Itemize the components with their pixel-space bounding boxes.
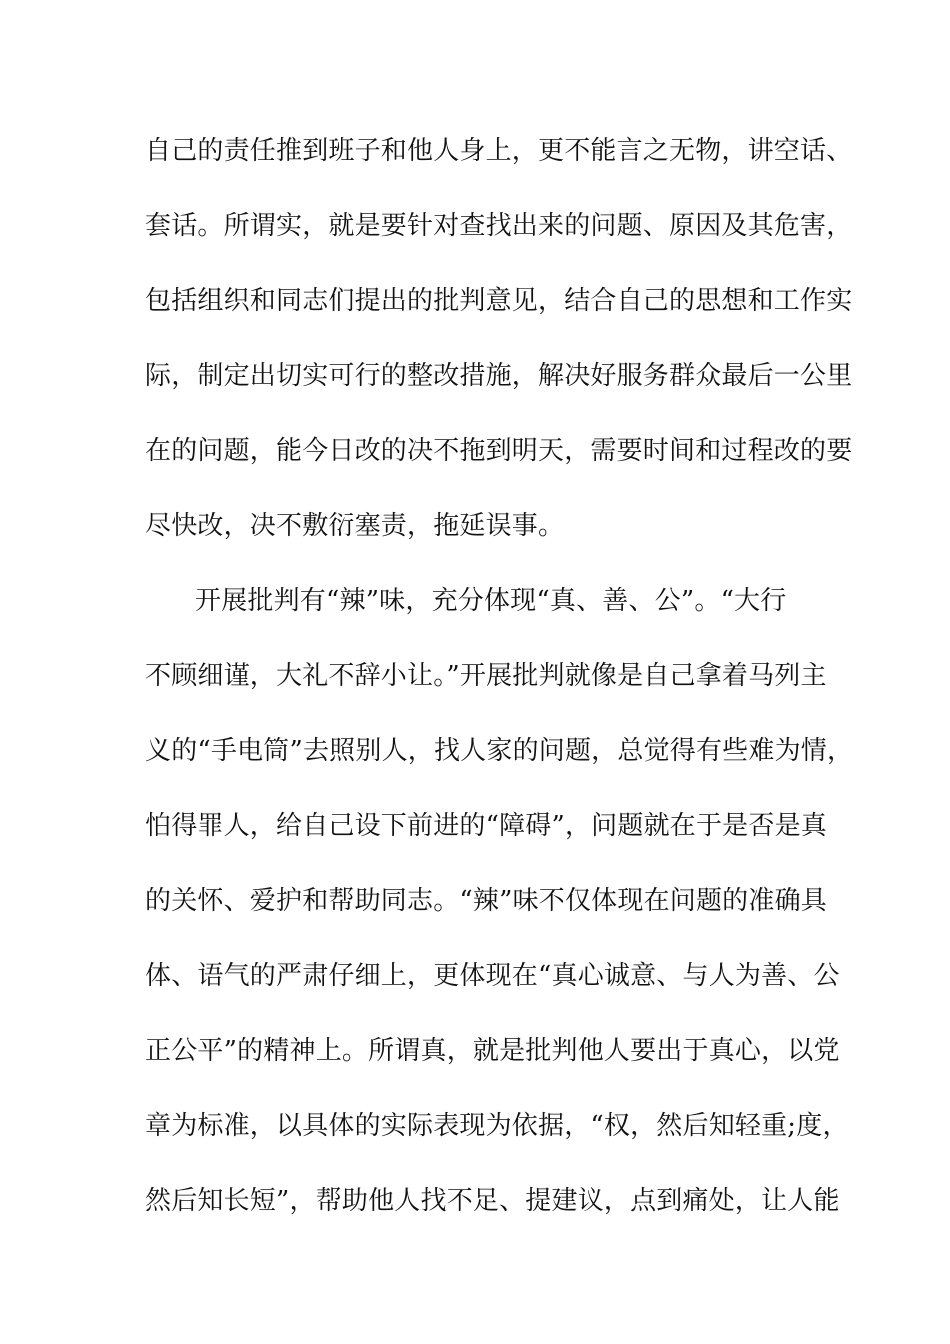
text-line: 章为标准，以具体的实际表现为依据，“权，然后知轻重;度，	[145, 1111, 849, 1141]
text-line: 怕得罪人，给自己设下前进的“障碍”，问题就在于是否是真	[145, 811, 827, 841]
text-line: 包括组织和同志们提出的批判意见，结合自己的思想和工作实	[145, 286, 853, 316]
text-line: 自己的责任推到班子和他人身上，更不能言之无物，讲空话、	[145, 136, 853, 166]
text-line: 正公平”的精神上。所谓真，就是批判他人要出于真心，以党	[145, 1036, 840, 1066]
text-line: 义的“手电筒”去照别人，找人家的问题，总觉得有些难为情，	[145, 736, 854, 766]
text-line: 尽快改，决不敷衍塞责，拖延误事。	[145, 511, 565, 541]
text-line: 的关怀、爱护和帮助同志。“辣”味不仅体现在问题的准确具	[145, 886, 827, 916]
text-line: 在的问题，能今日改的决不拖到明天，需要时间和过程改的要	[145, 436, 853, 466]
text-line: 套话。所谓实，就是要针对查找出来的问题、原因及其危害，	[145, 211, 853, 241]
text-line: 不顾细谨，大礼不辞小让。”开展批判就像是自己拿着马列主	[145, 661, 827, 691]
paragraph-start-line: 开展批判有“辣”味，充分体现“真、善、公”。“大行	[195, 586, 787, 616]
text-line: 体、语气的严肃仔细上，更体现在“真心诚意、与人为善、公	[145, 961, 840, 991]
text-line: 然后知长短”，帮助他人找不足、提建议，点到痛处，让人能	[145, 1186, 840, 1216]
text-line: 际，制定出切实可行的整改措施，解决好服务群众最后一公里	[145, 361, 853, 391]
